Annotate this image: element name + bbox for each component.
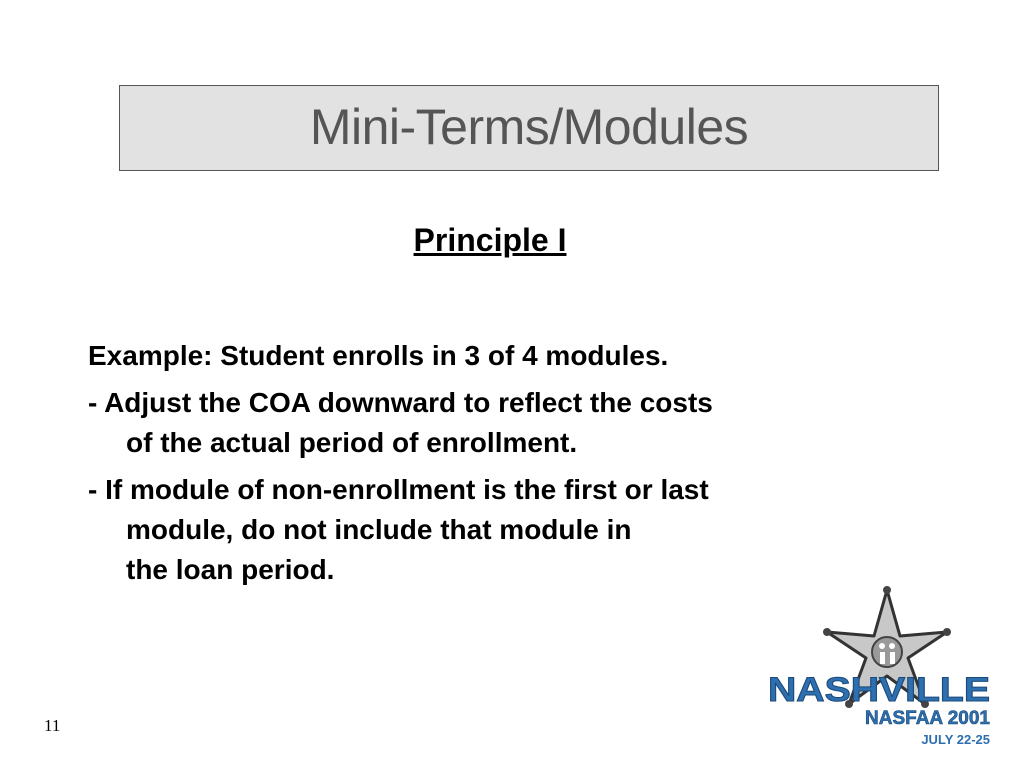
text-line: Example: Student enrolls in 3 of 4 modules. xyxy=(88,340,669,371)
slide-number: 11 xyxy=(44,716,61,735)
text-line: the loan period. xyxy=(126,554,335,585)
bullet-adjust-coa xyxy=(88,383,888,463)
nasfaa-logo xyxy=(762,586,994,752)
text-line: module, do not include that module in xyxy=(126,514,632,545)
slide-body xyxy=(88,336,888,597)
title-box xyxy=(119,85,939,171)
text-line: - If module of non-enrollment is the first or last xyxy=(88,474,709,505)
logo-nasfaa-text: NASFAA 2001 xyxy=(865,708,990,729)
text-line: of the actual period of enrollment. xyxy=(126,427,578,458)
text-line: - Adjust the COA downward to reflect the costs xyxy=(88,387,713,418)
logo-nashville-text: NASHVILLE xyxy=(768,671,990,709)
example-paragraph xyxy=(88,336,888,376)
principle-heading: Principle I xyxy=(413,222,567,258)
logo-dates-text: JULY 22-25 xyxy=(921,732,990,747)
slide-title: Mini-Terms/Modules xyxy=(309,99,749,155)
bullet-non-enrollment xyxy=(88,470,888,590)
